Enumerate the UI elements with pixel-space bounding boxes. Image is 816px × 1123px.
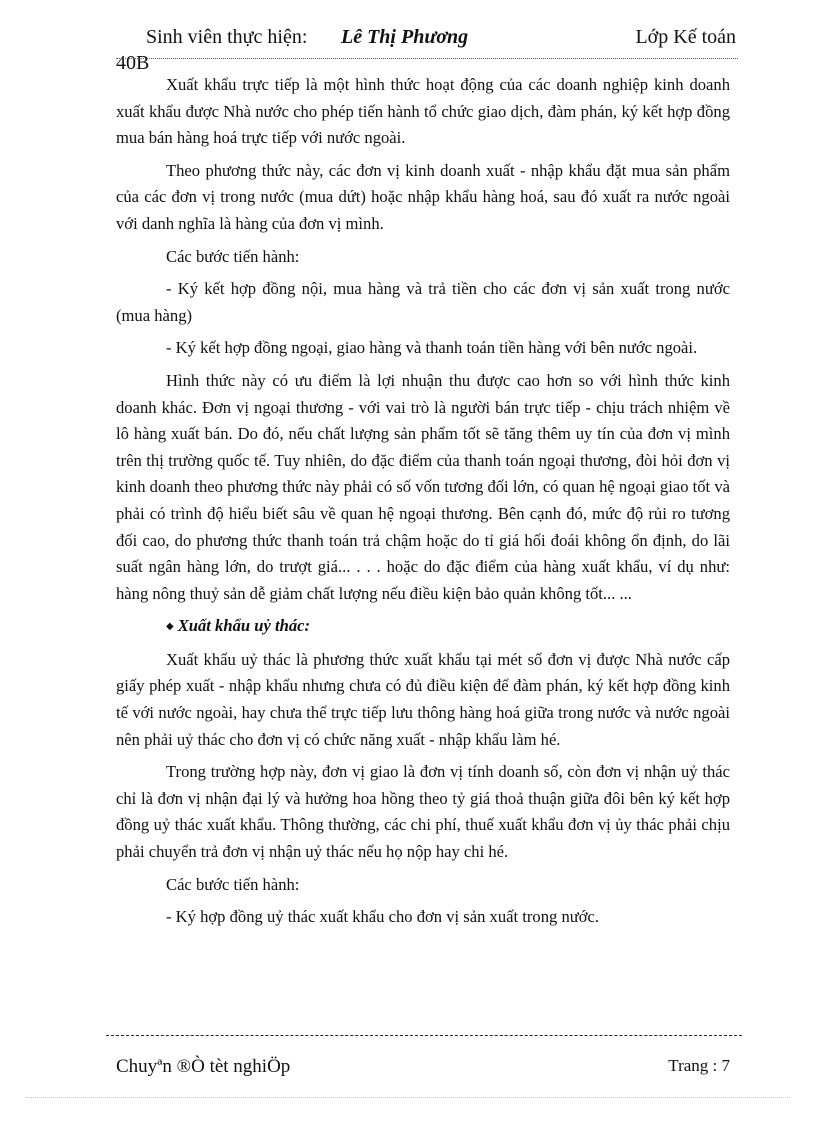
class-label: Lớp Kế toán [635, 26, 736, 48]
list-item: - Ký kết hợp đồng nội, mua hàng và trả tiền cho các đơn vị sản xuất trong nước (mua hàng) [116, 279, 730, 325]
list-item: - Ký hợp đồng uỷ thác xuất khẩu cho đơn vị sản xuất trong nước. [166, 907, 600, 927]
header-divider [116, 58, 738, 59]
paragraph: Trong trường hợp này, đơn vị giao là đơn vị tính doanh số, còn đơn vị nhận uỷ thác chỉ là đơn vị nhận đại lý và hưởng hoa hồng theo tỷ giá thoả thuận giữa đôi bên ký kết hợp đồng uỷ thác xuất khẩu. Thông thường, các chi phí, thuế xuất khẩu đơn vị ủy thác phải chịu phải chuyển trả đơn vị nhận uỷ thác nếu họ nộp hay chi hé. [116, 762, 730, 862]
steps-label: Các bước tiến hành: [166, 246, 300, 266]
paragraph: Xuất khẩu trực tiếp là một hình thức hoạt động của các doanh nghiệp kinh doanh xuất khẩu được Nhà nước cho phép tiến hành tổ chức giao dịch, đàm phán, ký kết hợp đồng mua bán hàng hoá trực tiếp với nước ngoài. [116, 75, 730, 148]
paragraph: Hình thức này có ưu điểm là lợi nhuận thu được cao hơn so với hình thức kinh doanh khác. Đơn vị ngoại thương - với vai trò là người bán trực tiếp - chịu trách nhiệm về lô hàng xuất bán. Do đó, nếu chất lượng sản phẩm tốt sẽ tăng thêm uy tín của đơn vị mình trên thị trường quốc tế. Tuy nhiên, do đặc điểm của thanh toán ngoại thương, đòi hỏi đơn vị kinh doanh theo phương thức này phải có số vốn tương đối lớn, có quan hệ ngoại giao tốt và phải có trình độ hiểu biết sâu về quan hệ ngoại thương. Bên cạnh đó, mức độ rủi ro tương đối cao, do phương thức thanh toán trả chậm hoặc do tỉ giá hối đoái không ổn định, do lãi suất ngân hàng lớn, do trượt giá... . . . hoặc do đặc điểm của hàng xuất khẩu, ví dụ như: hàng nông thuỷ sản dễ giảm chất lượng nếu điều kiện bảo quản không tốt... ... [116, 370, 730, 603]
footer-divider [106, 1035, 742, 1036]
class-continuation: 40B [116, 52, 150, 74]
diamond-bullet-icon: ◆ [166, 621, 174, 633]
list-item: - Ký kết hợp đồng ngoại, giao hàng và thanh toán tiền hàng với bên nước ngoài. [166, 338, 698, 358]
footer-title: Chuyªn ®Ò tèt nghiÖp [116, 1056, 291, 1077]
page-header [116, 26, 736, 76]
section-heading [116, 613, 730, 641]
page-number: Trang : 7 [668, 1056, 730, 1075]
header-label: Sinh viên thực hiện: [146, 26, 308, 48]
steps-label: Các bước tiến hành: [166, 874, 300, 894]
paragraph: Xuất khẩu uỷ thác là phương thức xuất khẩu tại mét số đơn vị được Nhà nước cấp giấy phép xuất - nhập khẩu nhưng chưa có đủ điều kiện để đàm phán, ký kết hợp đồng kinh tế với nước ngoài, hay chưa thể trực tiếp lưu thông hàng hoá giữa trong nước và nước ngoài nên phải uỷ thác cho đơn vị có chức năng xuất - nhập khẩu làm hé. [116, 649, 730, 749]
document-body [116, 72, 730, 937]
section-heading-text: Xuất khẩu uỷ thác: [177, 616, 311, 636]
page-bottom-border [26, 1097, 790, 1098]
paragraph: Theo phương thức này, các đơn vị kinh doanh xuất - nhập khẩu đặt mua sản phẩm của các đơn vị trong nước (mua dứt) hoặc nhập khẩu hàng hoá, sau đó xuất ra nước ngoài với danh nghĩa là hàng của đơn vị mình. [116, 160, 730, 233]
student-name: Lê Thị Phương [341, 26, 469, 48]
